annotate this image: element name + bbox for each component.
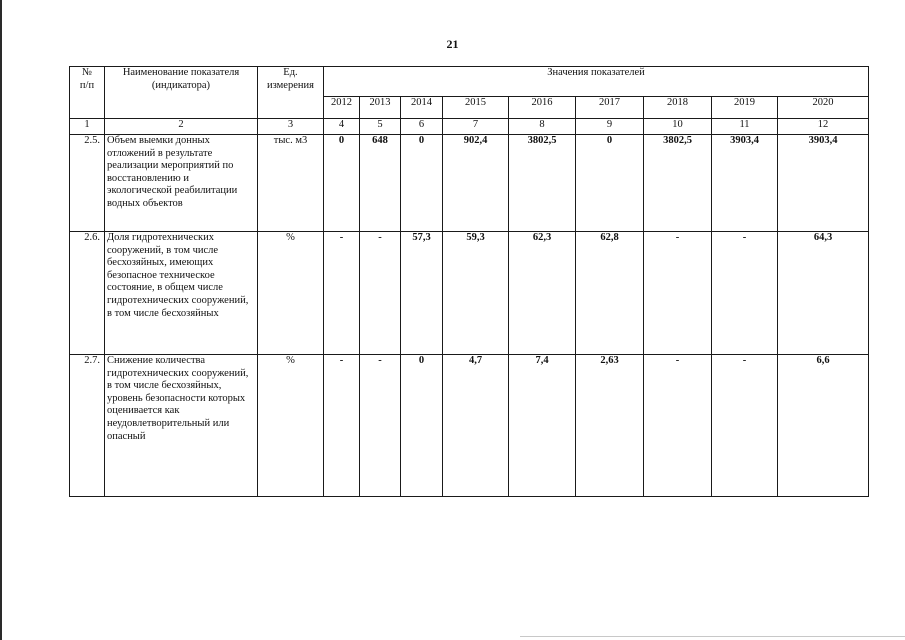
table-row xyxy=(70,135,869,232)
row-unit: тыс. м3 xyxy=(258,135,324,232)
row-number: 2.5. xyxy=(70,135,105,232)
header-values: Значения показателей xyxy=(324,67,869,97)
column-numbers-row xyxy=(70,119,869,135)
header-num: № п/п xyxy=(70,67,105,119)
value-cell: 648 xyxy=(360,135,401,232)
year-cell: 2012 xyxy=(324,97,360,119)
column-number: 3 xyxy=(258,119,324,135)
row-unit: % xyxy=(258,355,324,497)
table-row xyxy=(70,232,869,355)
table-row xyxy=(70,355,869,497)
row-indicator-name: Доля гидротехнических сооружений, в том числе бесхозяйных, имеющих безопасное техническое состояние, в общем числе гидротехнических сооружений, в том числе бесхозяйных xyxy=(105,232,258,355)
year-cell: 2018 xyxy=(644,97,712,119)
year-cell: 2020 xyxy=(778,97,869,119)
value-cell: - xyxy=(712,232,778,355)
column-number: 4 xyxy=(324,119,360,135)
value-cell: 57,3 xyxy=(401,232,443,355)
header-name: Наименование показателя (индикатора) xyxy=(105,67,258,119)
page-number: 21 xyxy=(446,37,459,51)
value-cell: 3903,4 xyxy=(712,135,778,232)
indicators-table xyxy=(69,66,869,497)
value-cell: - xyxy=(360,232,401,355)
value-cell: 4,7 xyxy=(443,355,509,497)
row-indicator-name: Снижение количества гидротехнических сооружений, в том числе бесхозяйных, уровень безопасности которых оценивается как неудовлетворительный или опасный xyxy=(105,355,258,497)
column-number: 12 xyxy=(778,119,869,135)
year-cell: 2014 xyxy=(401,97,443,119)
value-cell: 62,8 xyxy=(576,232,644,355)
value-cell: 2,63 xyxy=(576,355,644,497)
row-number: 2.7. xyxy=(70,355,105,497)
column-number: 9 xyxy=(576,119,644,135)
value-cell: 64,3 xyxy=(778,232,869,355)
scan-left-edge xyxy=(0,0,2,640)
value-cell: - xyxy=(324,232,360,355)
value-cell: 62,3 xyxy=(509,232,576,355)
column-number: 5 xyxy=(360,119,401,135)
value-cell: 0 xyxy=(324,135,360,232)
value-cell: - xyxy=(360,355,401,497)
value-cell: - xyxy=(644,232,712,355)
header-row xyxy=(70,67,869,97)
value-cell: 3802,5 xyxy=(644,135,712,232)
value-cell: 0 xyxy=(401,355,443,497)
year-cell: 2013 xyxy=(360,97,401,119)
column-number: 11 xyxy=(712,119,778,135)
value-cell: - xyxy=(644,355,712,497)
row-indicator-name: Объем выемки донных отложений в результате реализации мероприятий по восстановлению и экологической реабилитации водных объектов xyxy=(105,135,258,232)
row-unit: % xyxy=(258,232,324,355)
value-cell: 0 xyxy=(401,135,443,232)
year-cell: 2015 xyxy=(443,97,509,119)
scan-artifact-line xyxy=(520,636,905,637)
year-cell: 2019 xyxy=(712,97,778,119)
value-cell: - xyxy=(712,355,778,497)
value-cell: 3802,5 xyxy=(509,135,576,232)
value-cell: 59,3 xyxy=(443,232,509,355)
value-cell: 0 xyxy=(576,135,644,232)
column-number: 10 xyxy=(644,119,712,135)
row-number: 2.6. xyxy=(70,232,105,355)
value-cell: 6,6 xyxy=(778,355,869,497)
value-cell: 7,4 xyxy=(509,355,576,497)
year-cell: 2017 xyxy=(576,97,644,119)
year-cell: 2016 xyxy=(509,97,576,119)
value-cell: - xyxy=(324,355,360,497)
value-cell: 3903,4 xyxy=(778,135,869,232)
column-number: 8 xyxy=(509,119,576,135)
header-unit: Ед. измерения xyxy=(258,67,324,119)
column-number: 6 xyxy=(401,119,443,135)
column-number: 1 xyxy=(70,119,105,135)
value-cell: 902,4 xyxy=(443,135,509,232)
column-number: 2 xyxy=(105,119,258,135)
column-number: 7 xyxy=(443,119,509,135)
